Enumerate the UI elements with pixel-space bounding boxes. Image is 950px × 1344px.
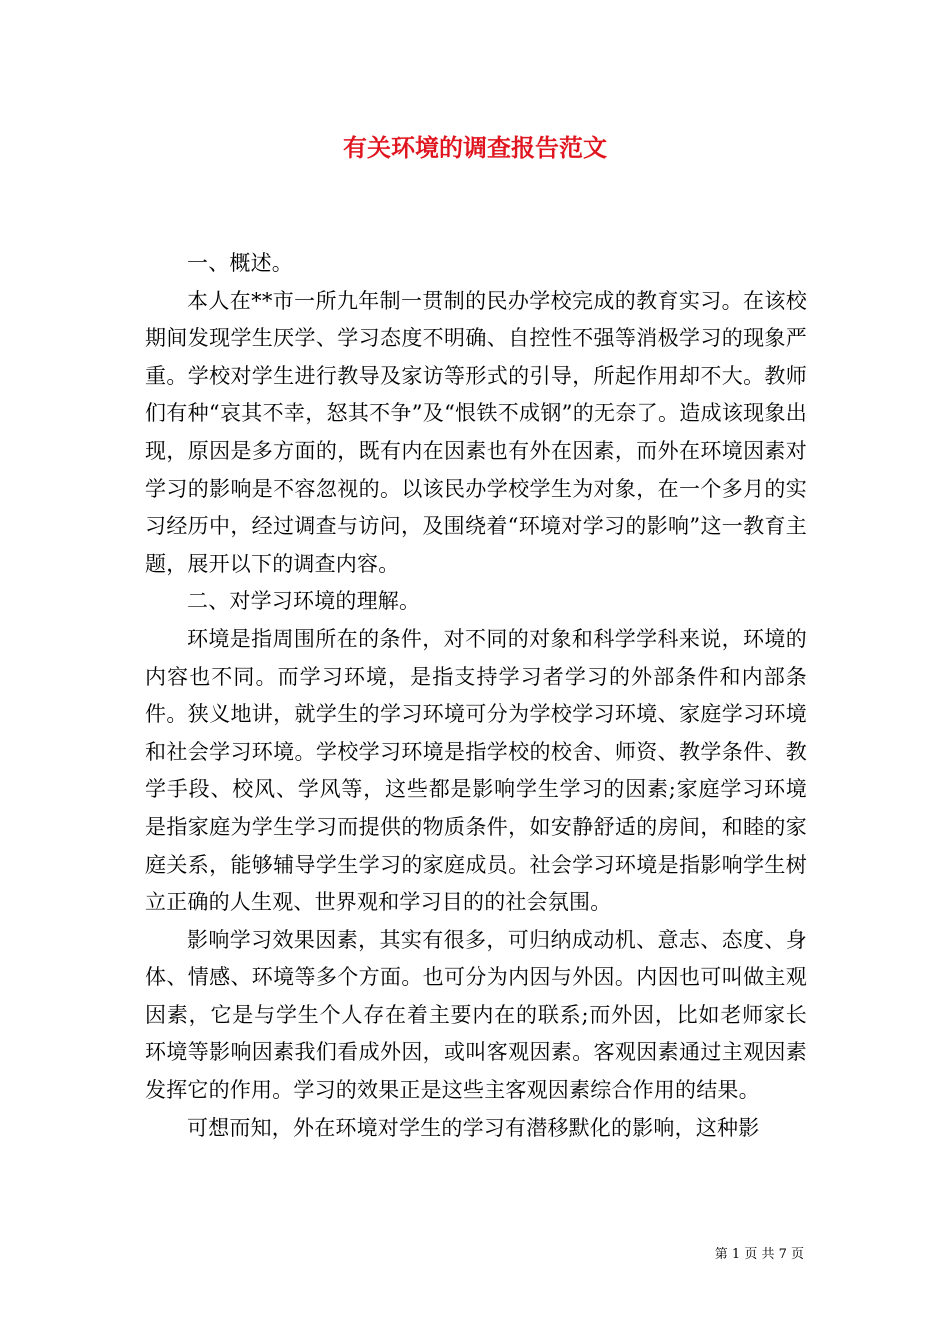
document-body bbox=[145, 245, 807, 1147]
section-heading-overview: 一、概述。 bbox=[187, 251, 293, 275]
paragraph-learning-factors: 影响学习效果因素，其实有很多，可归纳成动机、意志、态度、身体、情感、环境等多个方面。也可分为内因与外因。内因也可叫做主观因素，它是与学生个人存在着主要内在的联系;而外因，比如老师家长环境等影响因素我们看成外因，或叫客观因素。客观因素通过主观因素发挥它的作用。学习的效果正是这些主客观因素综合作用的结果。 bbox=[145, 927, 807, 1103]
page-number: 第 1 页 共 7 页 bbox=[714, 1247, 804, 1262]
paragraph-environment-definition: 环境是指周围所在的条件，对不同的对象和科学学科来说，环境的内容也不同。而学习环境，是指支持学习者学习的外部条件和内部条件。狭义地讲，就学生的学习环境可分为学校学习环境、家庭学习环境和社会学习环境。学校学习环境是指学校的校舍、师资、教学条件、教学手段、校风、学风等，这些都是影响学生学习的因素;家庭学习环境是指家庭为学生学习而提供的物质条件，如安静舒适的房间，和睦的家庭关系，能够辅导学生学习的家庭成员。社会学习环境是指影响学生树立正确的人生观、世界观和学习目的的社会氛围。 bbox=[145, 626, 807, 915]
section-heading-understanding: 二、对学习环境的理解。 bbox=[187, 589, 421, 614]
paragraph-external-influence: 可想而知，外在环境对学生的学习有潜移默化的影响，这种影 bbox=[187, 1115, 760, 1140]
document-title: 有关环境的调查报告范文 bbox=[343, 133, 607, 162]
paragraph-overview: 本人在**市一所九年制一贯制的民办学校完成的教育实习。在该校期间发现学生厌学、学习态度不明确、自控性不强等消极学习的现象严重。学校对学生进行教导及家访等形式的引导，所起作用却不大。教师们有种“哀其不幸，怒其不争”及“恨铁不成钢”的无奈了。造成该现象出现，原因是多方面的，既有内在因素也有外在因素，而外在环境因素对学习的影响是不容忽视的。以该民办学校学生为对象，在一个多月的实习经历中，经过调查与访问，及围绕着“环境对学习的影响”这一教育主题，展开以下的调查内容。 bbox=[145, 288, 807, 576]
